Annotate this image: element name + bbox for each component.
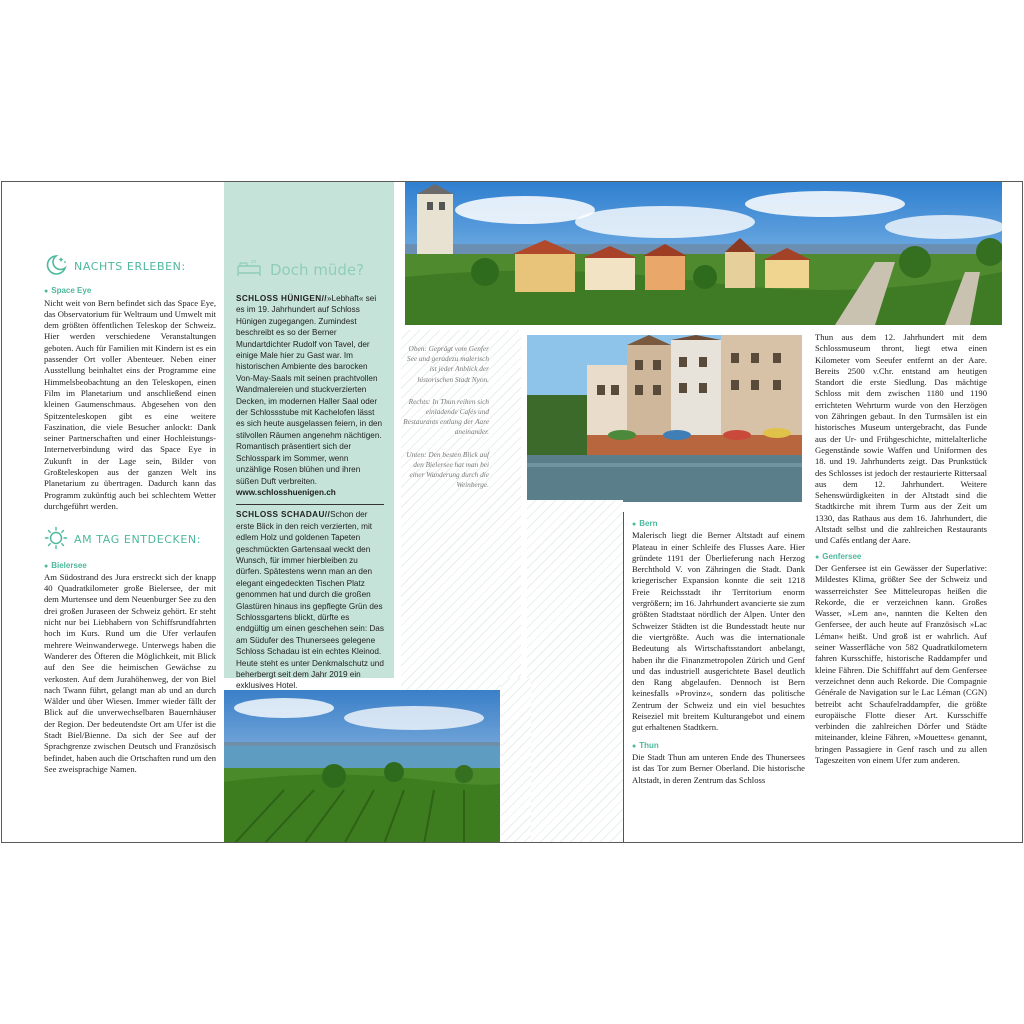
hunigen-entry (236, 293, 384, 498)
caption-nyon: Oben: Geprägt vom Genfer See und geradezu malerisch ist jeder Anblick der historischen Stadt Nyon. (406, 344, 489, 384)
left-column (44, 254, 216, 779)
right-column (815, 332, 987, 770)
schadau-name: SCHLOSS SCHADAU// (236, 510, 331, 520)
tip-divider (236, 504, 384, 505)
thun-continued-text: Thun aus dem 12. Jahrhundert mit dem Schlossmuseum thront, liegt etwa einen Kilometer vom Seeufer entfernt an der Aare. Bereits 2500 v.Chr. entstand am heutigen Standort die erste Siedlung. Das mächtige Schloss mit dem zwischen 1180 und 1190 errichteten Wehrturm wurde von den Herzögen von Zähringen gebaut. In den Turmsälen ist ein historisches Museum untergebracht, das Funde aus der Ur- und Frühgeschichte, mittelalterliche Gegenstände sowie Waffen und Uniformen des 18. und 19. Jahrhunderts zeigt. Das Prunkstück des Schlosses ist jedoch der restaurierte Rittersaal aus dem 12. Jahrhundert. Weitere Sehenswürdigkeiten in der Altstadt sind die Stadtkirche mit ihrem Turm aus der Zeit um 1330, das Rathaus aus dem 16. Jahrhundert, die Altstadt selbst und die zahlreichen Restaurants und Cafés entlang der Aare. (815, 332, 987, 546)
thun-subheading: ● Thun (632, 740, 805, 752)
tip-heading (236, 256, 384, 283)
moon-stars-icon (44, 254, 68, 279)
bern-subheading: ● Bern (632, 518, 805, 530)
tip-title: Doch müde? (270, 260, 365, 279)
captions (401, 344, 491, 502)
genfersee-text: Der Genfersee ist ein Gewässer der Superlative: Mildestes Klima, größter See der Schweiz und wasserreichster See Mitteleuropas heißen die Rekorde, die er verzeichnen kann. Großes Wasser, »Lem an«, nannten die Kelten den Genfersee, der auch heute auf Französisch »Lac Léman« heißt. Und groß ist er wahrlich. Auf seiner Wasserfläche von 582 Quadratkilometern fahren Kursschiffe, historische Raddampfer und kleine Fähren. Die Schifffahrt auf dem Genfersee verzeichnet denn auch Rekorde. Die Compagnie Générale de Navigation sur le Lac Léman (CGN) betreibt acht Schaufelraddampfer, die größte europäische Flotte dieser Art. Kursschiffe verbinden die zahlreichen Dörfer und Städte miteinander, kleine Fähren, »Mouettes« genannt, bringen Passagiere in Genf rasch und zu allen Tageszeiten von einem Ufer zum anderen. (815, 562, 987, 765)
bielersee-subheading: ● Bielersee (44, 560, 216, 572)
schadau-entry (236, 509, 384, 703)
night-section-title: NACHTS ERLEBEN: (74, 260, 186, 273)
hunigen-link[interactable]: www.schlosshuenigen.ch (236, 487, 336, 497)
tip-box (224, 182, 394, 691)
bielersee-vineyard-photo (224, 690, 500, 843)
bed-icon (236, 256, 262, 283)
bern-column (630, 516, 805, 790)
hunigen-text: »Lebhaft« sei es im 19. Jahrhundert auf Schloss Hünigen zugegangen. Zumindest beschreibt es so der Berner Mundartdichter Rudolf von Tavel, der einige Male hier zu Gast war. Im historischen Ambiente des barocken Von-May-Saals mit seinen prachtvollen Wandmalereien und stuckverzierten Decken, im modernen Haller Saal oder der Schlossstube mit Kachelofen lässt es sich heute ausgelassen feiern, in den stilvollen Räumen angenehm nächtigen. Romantisch präsentiert sich der Schlosspark im Sommer, wenn unzählige Rosen blühen und ihren süßen Duft verbreiten. (236, 294, 383, 486)
schadau-text: Schon der erste Blick in den reich verzierten, mit edlem Holz und goldenen Tapeten geschmückten Gartensaal weckt den Wunsch, für immer hierbleiben zu dürfen. Spätestens wenn man an den elegant eingedeckten Tischen Platz genommen hat und durch die großen Glastüren hinaus ins gepflegte Grün des Schlossgartens blickt, dürfte es endgültig um einen geschehen sein: Das am Südufer des Thunersees gelegene Schloss Schadau ist ein echtes Kleinod. Heute steht es unter Denkmalschutz und beherbergt seit dem Jahr 2019 ein exklusives Hotel. (236, 510, 384, 691)
space-eye-subheading: ● Space Eye (44, 285, 216, 297)
magazine-spread (1, 181, 1023, 843)
hatch-decoration (527, 500, 623, 843)
bielersee-text: Am Südostrand des Jura erstreckt sich der knapp 40 Quadratkilometer große Bielersee, der mit dem Murtensee und dem Neuenburger See zu den drei großen Juraseen der Schweiz gehört. Er steht nicht nur bei Liebhabern von Schiffsrundfahrten hoch im Kurs. Rund um die Ufer verlaufen mehrere Weinwanderwege. Unterwegs haben die Wanderer des Öfteren die Möglichkeit, mit Blick auf den See die heimischen Gewächse zu verkosten. Auf dem Jurahöhenweg, der von Biel nach Twann führt, gelangt man ab und an durch Wälder und über Wiesen. Immer wieder fällt der Blick auf die unverwechselbaren Bauernhäuser der Region. Der bedeutendste Ort am Ufer ist die Stadt Biel/Bienne. Da sich der See auf der Sprachgrenze zwischen Deutsch und Französisch befindet, haben auch die Ortschaften rund um den See zweisprachige Namen. (44, 571, 216, 774)
tip-text (236, 293, 384, 710)
hatch-decoration-small (501, 678, 531, 843)
sun-icon (44, 526, 68, 553)
day-section-title: AM TAG ENTDECKEN: (74, 533, 202, 547)
day-section-heading (44, 526, 216, 553)
column-rule (623, 512, 624, 843)
thun-text: Die Stadt Thun am unteren Ende des Thunersees ist das Tor zum Berner Oberland. Die historische Altstadt, in deren Zentrum das Schloss (632, 751, 805, 785)
caption-bielersee: Unten: Den besten Blick auf den Bielersee hat man bei einer Wanderung durch die Weinberge. (406, 449, 489, 490)
genfersee-subheading: ● Genfersee (815, 551, 987, 563)
space-eye-text: Nicht weit von Bern befindet sich das Space Eye, das Observatorium für Weltraum und Umwelt mit dem größten öffentlichen Teleskop der Schweiz. Hier werden verschiedene Veranstaltungen geboten. Auch für Familien mit Kindern ist es ein passender Ort voller Abenteuer. Neben einer Ausstellung beinhaltet eins der Programme eine Himmelsbeobachtung an den Teleskopen, einen Film im Planetarium und anschließend einen kleinen Gaumenschmaus. Abgesehen von den Spitzenteleskopen gibt es eine weitere Faszination, die viele Besucher anlockt: Dank seiner Partnerschaften und einer Hochleistungs-Internetverbindung wird das Space Eye in Zukunft in der Lage sein, Bilder von Großteleskopen aus der ganzen Welt ins Planetarium zu übertragen. Dadurch kann das Programm zukünftig auch bei schlechtem Wetter durchgeführt werden. (44, 297, 216, 511)
bern-text: Malerisch liegt die Berner Altstadt auf einem Plateau in einer Schleife des Flusses Aare. Hier gründete 1191 der Überlieferung nach Herzog Berchthold V. von Zähringen die Stadt. Dank kriegerischer Expansion konnte die seit 1218 Freie Reichsstadt ihr Territorium enorm vergrößern; im 16. Jahrhundert avancierte sie zum größten Stadtstaat nördlich der Alpen. Unter den Schweizer Städten ist die Bundesstadt heute nur die viertgrößte. Auch was die internationale Bedeutung als Wirtschaftsstandort anbelangt, haben ihr die Finanzmetropolen Zürich und Genf und das industriell ausgerichtete Basel deutlich den Rang abgelaufen. Dennoch ist Bern keinesfalls »Provinz«, sondern das politische Zentrum der Schweiz und ein viel besuchtes Reiseziel mit breitem Kulturangebot und einem gut erhaltenen Stadtkern. (632, 530, 805, 733)
thun-riverside-photo (527, 335, 802, 502)
caption-thun: Rechts: In Thun reihen sich einladende Cafés und Restaurants entlang der Aare aneinander. (403, 396, 489, 437)
nyon-panorama-photo (405, 182, 1002, 325)
night-section-heading (44, 254, 216, 279)
svg-text:zz: zz (251, 259, 257, 265)
hunigen-name: SCHLOSS HÜNIGEN// (236, 294, 327, 303)
